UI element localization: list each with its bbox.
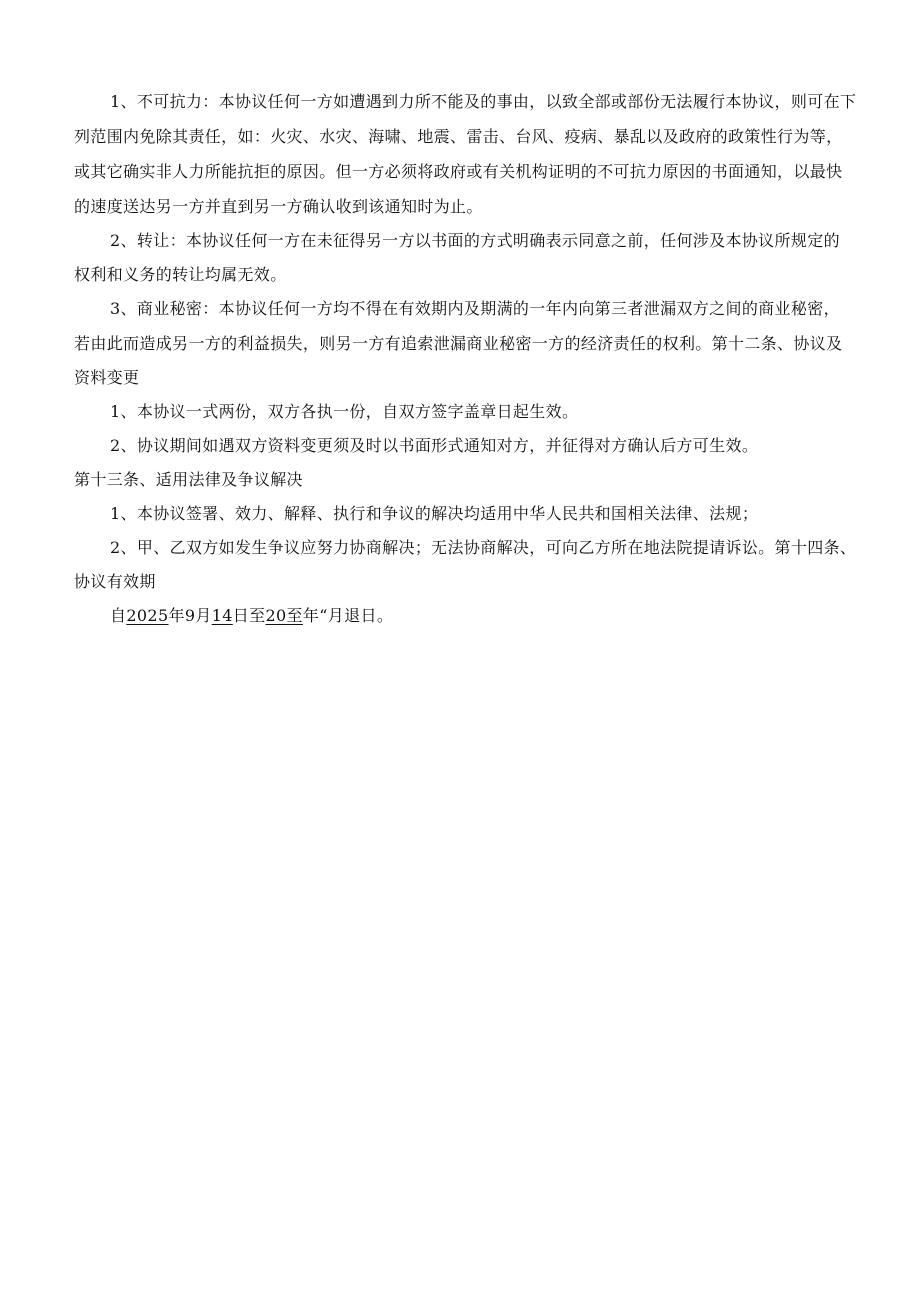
clause-force-majeure-line-1: 1、不可抗力：本协议任何一方如遭遇到力所不能及的事由，以致全部或部份无法履行本协议，则可在下 xyxy=(110,92,857,111)
validity-month-text: 年9月 xyxy=(168,606,212,625)
validity-prefix: 自 xyxy=(110,606,127,625)
validity-suffix: 年“月退日。 xyxy=(302,606,394,625)
clause-copies-line: 1、本协议一式两份，双方各执一份，自双方签字盖章日起生效。 xyxy=(110,402,579,421)
validity-start-year: 2025 xyxy=(126,606,169,625)
clause-transfer-line-2: 权利和义务的转让均属无效。 xyxy=(74,265,287,284)
clause-transfer-line-1: 2、转让：本协议任何一方在未征得另一方以书面的方式明确表示同意之前，任何涉及本协议所规定的 xyxy=(110,231,840,250)
clause-trade-secret-line-1: 3、商业秘密：本协议任何一方均不得在有效期内及期满的一年内向第三者泄漏双方之间的商业秘密， xyxy=(110,299,840,318)
clause-force-majeure-line-4: 的速度送达另一方并直到另一方确认收到该通知时为止。 xyxy=(74,197,483,216)
clause-force-majeure-line-2: 列范围内免除其责任，如：火灾、水灾、海啸、地震、雷击、台风、疫病、暴乱以及政府的政策性行为等， xyxy=(74,127,843,146)
validity-start-day: 14 xyxy=(211,606,233,625)
validity-to-text: 日至 xyxy=(232,606,266,625)
clause-dispute-line-2: 协议有效期 xyxy=(74,572,156,591)
clause-force-majeure-line-3: 或其它确实非人力所能抗拒的原因。但一方必须将政府或有关机构证明的不可抗力原因的书面通知，以最快 xyxy=(74,162,843,181)
clause-trade-secret-line-3: 资料变更 xyxy=(74,368,140,387)
validity-period-line xyxy=(110,606,393,626)
clause-data-change-line: 2、协议期间如遇双方资料变更须及时以书面形式通知对方，并征得对方确认后方可生效。 xyxy=(110,436,759,455)
clause-trade-secret-line-2: 若由此而造成另一方的利益损失，则另一方有追索泄漏商业秘密一方的经济责任的权利。第十二条、协议及 xyxy=(74,334,843,353)
clause-dispute-line-1: 2、甲、乙双方如发生争议应努力协商解决；无法协商解决，可向乙方所在地法院提请诉讼。第十四条、 xyxy=(110,538,857,557)
section-heading-13: 第十三条、适用法律及争议解决 xyxy=(74,470,303,489)
clause-governing-law-line: 1、本协议签署、效力、解释、执行和争议的解决均适用中华人民共和国相关法律、法规； xyxy=(110,504,759,523)
validity-end-year: 20至 xyxy=(265,606,303,625)
